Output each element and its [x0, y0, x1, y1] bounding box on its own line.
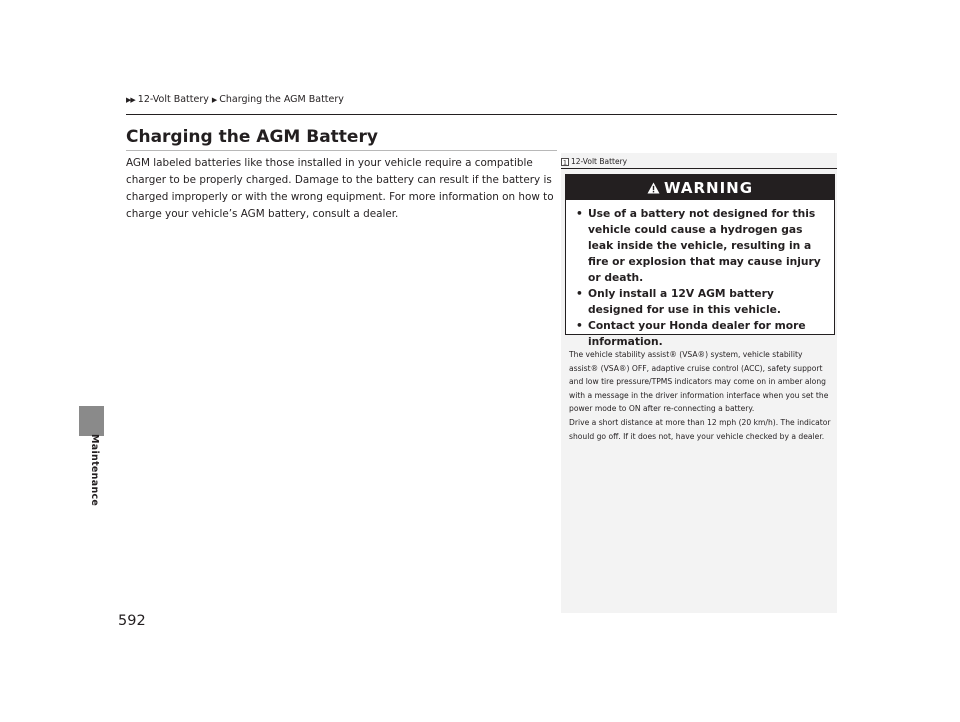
- breadcrumb-section[interactable]: 12-Volt Battery: [137, 94, 209, 105]
- warning-box: [565, 174, 835, 348]
- header-divider: [126, 114, 837, 115]
- sidebar-heading-divider: [561, 168, 837, 169]
- page-number: 592: [118, 613, 146, 629]
- chapter-tab: [79, 406, 104, 436]
- breadcrumb-arrow-icon: ▶: [211, 95, 217, 104]
- title-divider: [126, 150, 557, 151]
- breadcrumb-current: Charging the AGM Battery: [219, 94, 344, 105]
- warning-item: • Only install a 12V AGM battery designed for use in this vehicle.: [576, 286, 828, 318]
- warning-list: [566, 206, 834, 350]
- warning-label: WARNING: [663, 178, 754, 197]
- breadcrumb: [126, 94, 344, 105]
- svg-text:1: 1: [562, 158, 568, 166]
- sidebar-heading-text: 12-Volt Battery: [571, 157, 628, 166]
- warning-item: • Contact your Honda dealer for more information.: [576, 318, 828, 350]
- warning-item: • Use of a battery not designed for this vehicle could cause a hydrogen gas leak inside the vehicle, resulting in a fire or explosion that may cause injury or death.: [576, 206, 828, 286]
- chapter-tab-label: Maintenance: [89, 434, 100, 507]
- warning-header: [566, 175, 834, 200]
- sidebar-heading: [561, 157, 627, 166]
- sidebar-note: The vehicle stability assist® (VSA®) system, vehicle stability assist® (VSA®) OFF, adaptive cruise control (ACC), safety support and low tire pressure/TPMS indicators may come on in amber along with a message in the driver information interface when you set the power mode to ON after re-connecting a battery. Drive a short distance at more than 12 mph (20 km/h). The indicator should go off. If it does not, have your vehicle checked by a dealer.: [569, 350, 831, 441]
- breadcrumb-arrow-icon: ▶▶: [126, 95, 135, 104]
- reference-icon: [561, 158, 569, 166]
- warning-triangle-icon: [647, 182, 660, 194]
- main-body-text: AGM labeled batteries like those installed in your vehicle require a compatible charger to be properly charged. Damage to the battery can result if the battery is charged improperly or with the wrong equipment. For more information on how to charge your vehicle’s AGM battery, consult a dealer.: [126, 157, 554, 220]
- page-title: Charging the AGM Battery: [126, 127, 378, 147]
